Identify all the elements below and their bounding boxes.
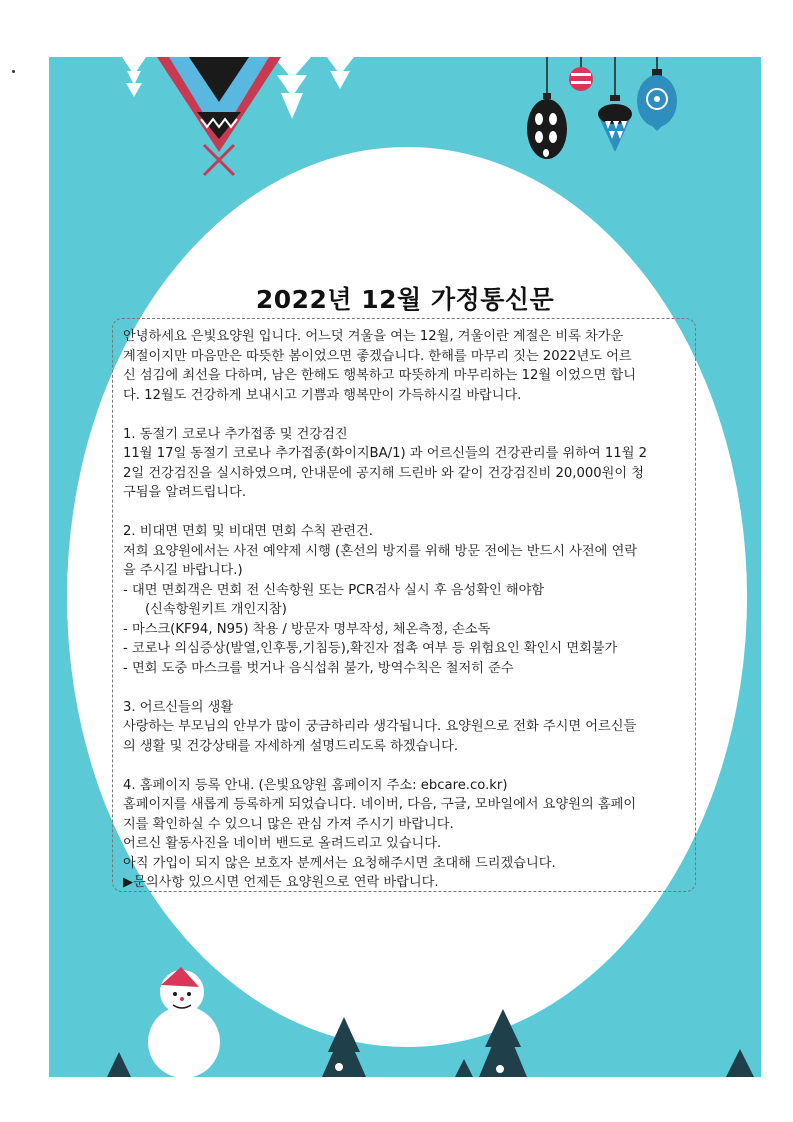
- hanging-ornament-icon: [527, 57, 677, 159]
- section-heading: 1. 동절기 코로나 추가접종 및 건강검진: [123, 426, 348, 442]
- greeting-line: 계절이지만 마음만은 따뜻한 봄이었으면 좋겠습니다. 한해를 마무리 짓는 2022년도 어르: [123, 348, 632, 364]
- bullet-item: - 대면 면회객은 면회 전 신속항원 또는 PCR검사 실시 후 음성확인 해야함: [123, 582, 545, 598]
- section-text: 어르신 활동사진을 네이버 밴드로 올려드리고 있습니다.: [123, 836, 442, 851]
- contact-note: ▶문의사항 있으시면 언제든 요양원으로 연락 바랍니다.: [123, 875, 439, 890]
- bullet-subitem: (신속항원키트 개인지참): [145, 602, 287, 617]
- section-text: 아직 가입이 되지 않은 보호자 분께서는 요청해주시면 초대해 드리겠습니다.: [123, 855, 556, 871]
- bullet-item: - 마스크(KF94, N95) 착용 / 방문자 명부작성, 체온측정, 손소독: [123, 621, 491, 637]
- section-text: 구됨을 알려드립니다.: [123, 485, 247, 500]
- snowman-icon: [148, 967, 220, 1077]
- section-text: 저희 요양원에서는 사전 예약제 시행 (혼선의 방지를 위해 방문 전에는 반드시 사전에 연락: [123, 543, 638, 559]
- section-text: 2일 건강검진을 실시하였으며, 안내문에 공지해 드린바 와 같이 건강검진비 20,000원이 청: [123, 465, 645, 481]
- section-heading: 4. 홈페이지 등록 안내. (은빛요양원 홈페이지 주소: ebcare.co.kr): [123, 777, 508, 793]
- section-heading: 3. 어르신들의 생활: [123, 699, 234, 715]
- section-text: 을 주시길 바랍니다.): [123, 563, 243, 578]
- section-text: 사랑하는 부모님의 안부가 많이 궁금하리라 생각됩니다. 요양원으로 전화 주시면 어르신들: [123, 719, 637, 734]
- bullet-item: - 면회 도중 마스크를 벗거나 음식섭취 불가, 방역수칙은 철저히 준수: [123, 660, 514, 676]
- greeting-line: 신 섬김에 최선을 다하며, 남은 한해도 행복하고 따뜻하게 마무리하는 12월 이었으면 합니: [123, 368, 636, 383]
- page-title: 2022년 12월 가정통신문: [255, 285, 555, 314]
- newsletter-body: [112, 318, 696, 892]
- section-text: 지를 확인하실 수 있으니 많은 관심 가져 주시기 바랍니다.: [123, 816, 454, 832]
- section-text: 의 생활 및 건강상태를 자세하게 설명드리도록 하겠습니다.: [123, 738, 459, 754]
- section-text: 11월 17일 동절기 코로나 추가접종(화이지BA/1) 과 어르신들의 건강관리를 위하여 11월 2: [123, 446, 648, 461]
- section-text: 홈페이지를 새롭게 등록하게 되었습니다. 네이버, 다음, 구글, 모바일에서 요양원의 홈페이: [123, 797, 637, 812]
- greeting-line: 다. 12월도 건강하게 보내시고 기쁨과 행복만이 가득하시길 바랍니다.: [123, 387, 522, 403]
- section-heading: 2. 비대면 면회 및 비대면 면회 수칙 관련건.: [123, 524, 373, 539]
- geometric-tribal-triangle-icon: [157, 57, 281, 175]
- scan-speck: [12, 70, 15, 73]
- bullet-item: - 코로나 의심증상(발열,인후통,기침등),확진자 접촉 여부 등 위험요인 확인시 면회불가: [123, 641, 618, 656]
- greeting-line: 안녕하세요 은빛요양원 입니다. 어느덧 겨울을 여는 12월, 겨울이란 계절은 비록 차가운: [123, 329, 624, 344]
